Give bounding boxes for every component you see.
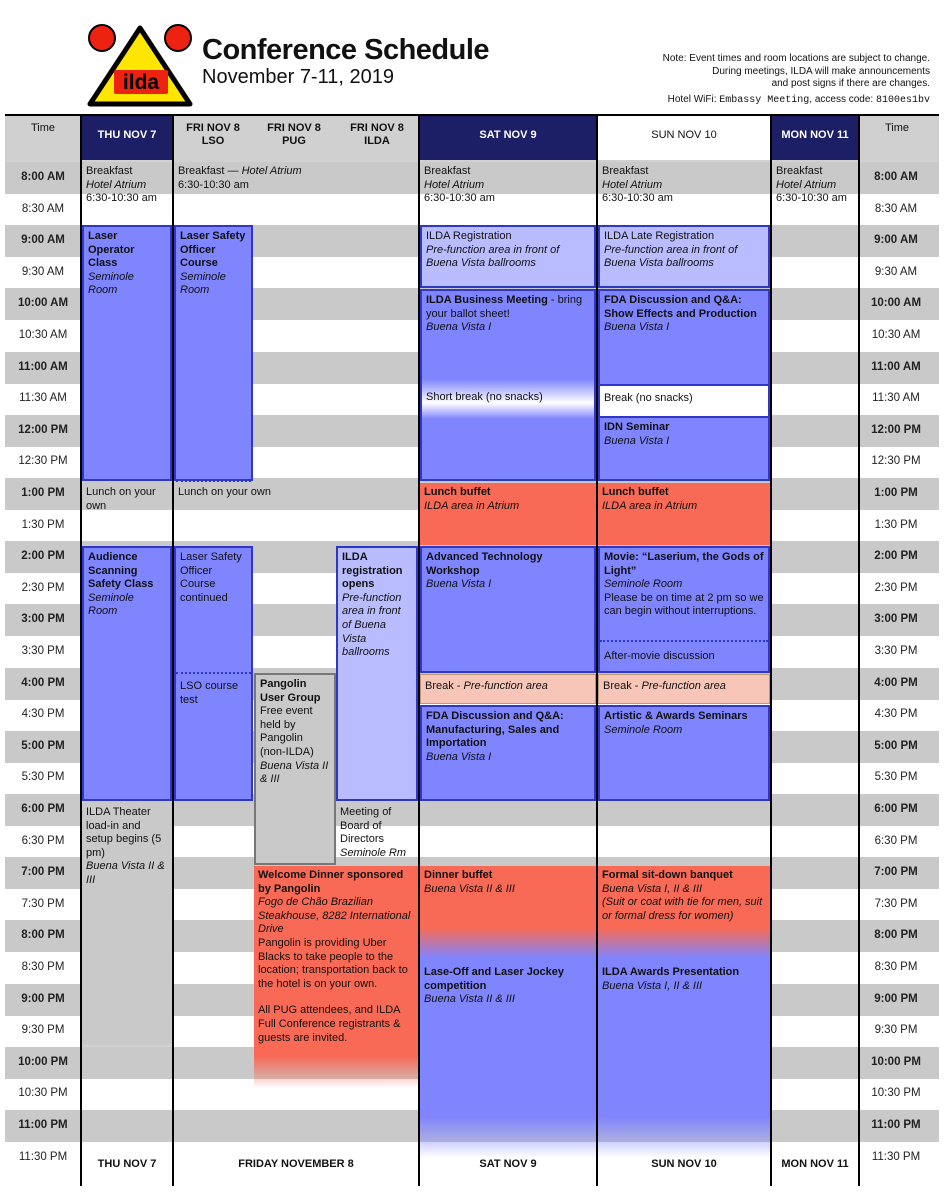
sat-lunch-buffet: Lunch buffet ILDA area in Atrium: [420, 483, 596, 545]
fri-ilda-registration: ILDA registration opens Pre-function area in front of Buena Vista ballrooms: [336, 546, 418, 801]
time-label-right: 3:00 PM: [874, 613, 918, 626]
time-label-right: 4:30 PM: [874, 708, 918, 721]
sun-movie: Movie: “Laserium, the Gods of Light” Seminole Room Please be on time at 2 pm so we can begin without interruptions. After-movie discussion: [598, 546, 770, 673]
sat-header: SAT NOV 9: [479, 129, 537, 141]
time-label-right: 11:00 AM: [871, 360, 921, 373]
sat-breakfast: Breakfast Hotel Atrium 6:30-10:30 am: [424, 165, 495, 205]
time-label-right: 3:30 PM: [874, 645, 918, 657]
time-label-right: 7:00 PM: [874, 866, 918, 879]
time-label-left: 1:00 PM: [21, 487, 65, 499]
fri-lso-continued: Laser Safety Officer Course continued LSO course test: [174, 546, 253, 801]
time-label-left: 4:00 PM: [21, 676, 65, 689]
time-label-left: 5:30 PM: [21, 771, 65, 784]
time-label-left: 10:30 AM: [18, 329, 68, 341]
time-label-right: 10:30 PM: [871, 1087, 921, 1100]
time-header-left: Time: [30, 122, 56, 134]
time-label-right: 11:30 AM: [872, 392, 920, 405]
time-label-right: 9:00 AM: [874, 234, 918, 247]
time-label-right: 4:00 PM: [874, 676, 918, 689]
page-title: Conference Schedule: [202, 34, 490, 66]
time-label-left: 9:00 AM: [21, 234, 65, 247]
fri-lunch: Lunch on your own: [178, 486, 271, 498]
time-label-right: 6:30 PM: [874, 834, 918, 847]
fri-pangolin-user-group: Pangolin User Group Free event held by Pangolin (non-ILDA) Buena Vista II & III: [254, 673, 336, 865]
sun-breakfast: Breakfast Hotel Atrium 6:30-10:30 am: [602, 165, 673, 205]
time-label-right: 11:30 PM: [871, 1150, 921, 1163]
col-line: [770, 114, 772, 1186]
time-label-left: 8:30 AM: [21, 202, 65, 215]
sat-ilda-registration: ILDA Registration Pre-function area in front of Buena Vista ballrooms: [420, 225, 596, 288]
time-label-right: 9:30 AM: [874, 265, 918, 278]
time-label-right: 8:30 AM: [874, 202, 918, 215]
logo-text: ilda: [122, 71, 160, 94]
note-line: and post signs if there are changes.: [771, 78, 930, 89]
footer-mon: MON NOV 11: [781, 1158, 849, 1170]
sun-idn-seminar: IDN Seminar Buena Vista I: [598, 416, 770, 481]
sun-break: Break (no snacks): [598, 386, 770, 416]
time-label-right: 1:00 PM: [874, 487, 918, 499]
fri-welcome-dinner: Welcome Dinner sponsored by Pangolin Fogo de Chão Brazilian Steakhouse, 8282 International Drive Pangolin is providing Uber Blacks to take people to the location; transportation back to the hotel is on your own. All PUG attendees, and ILDA Full Conference registrants & guests are invited.: [254, 866, 418, 1088]
time-label-right: 10:30 AM: [871, 329, 921, 341]
wifi-line: Hotel WiFi: Embassy Meeting, access code: 8100es1bv: [667, 93, 930, 106]
mon-header: MON NOV 11: [781, 129, 849, 141]
time-label-right: 1:30 PM: [874, 518, 918, 531]
time-label-right: 2:00 PM: [874, 550, 918, 563]
time-label-left: 2:00 PM: [21, 550, 65, 563]
footer-sun: SUN NOV 10: [651, 1158, 717, 1170]
col-line: [418, 114, 420, 1186]
divider-dotted: [176, 672, 251, 674]
time-label-left: 8:30 PM: [21, 961, 65, 973]
time-label-right: 8:00 PM: [874, 929, 918, 942]
time-label-left: 6:30 PM: [21, 834, 65, 847]
time-label-left: 11:00 AM: [18, 360, 68, 373]
time-label-right: 2:30 PM: [874, 581, 918, 594]
fri-pug-header: FRI NOV 8 PUG: [267, 122, 321, 147]
thu-audience-scanning: Audience Scanning Safety Class Seminole Room: [82, 546, 172, 801]
time-label-right: 12:00 PM: [871, 423, 921, 436]
time-label-left: 3:00 PM: [21, 613, 65, 626]
sun-lunch-buffet: Lunch buffet ILDA area in Atrium: [598, 483, 770, 545]
time-label-left: 7:00 PM: [21, 866, 65, 879]
fri-ilda-header: FRI NOV 8 ILDA: [350, 122, 404, 147]
ilda-logo: [86, 20, 194, 108]
time-label-left: 8:00 AM: [21, 171, 65, 183]
page-subtitle: November 7-11, 2019: [202, 66, 394, 88]
mon-breakfast: Breakfast Hotel Atrium 6:30-10:30 am: [776, 165, 847, 205]
time-label-left: 2:30 PM: [21, 581, 65, 594]
sun-fda-discussion: FDA Discussion and Q&A: Show Effects and Production Buena Vista I: [598, 289, 770, 386]
sun-formal-banquet: Formal sit-down banquet Buena Vista I, II & III (Suit or coat with tie for men, suit or formal dress for women) ILDA Awards Presentation Buena Vista I, II & III: [598, 866, 770, 1158]
fri-lso-course: Laser Safety Officer Course Seminole Room: [174, 225, 253, 481]
time-label-left: 11:00 PM: [18, 1119, 68, 1131]
time-label-right: 5:00 PM: [874, 739, 918, 752]
schedule-note: [590, 53, 930, 107]
time-label-left: 8:00 PM: [21, 929, 65, 942]
time-label-right: 8:30 PM: [874, 961, 918, 973]
time-label-left: 9:30 AM: [21, 265, 65, 278]
time-header-right: Time: [884, 122, 910, 134]
time-label-right: 5:30 PM: [874, 771, 918, 784]
sun-header: SUN NOV 10: [651, 129, 717, 141]
fri-breakfast: Breakfast — Hotel Atrium 6:30-10:30 am: [178, 165, 302, 191]
sat-business-meeting: ILDA Business Meeting - bring your ballot sheet! Buena Vista I Short break (no snacks): [420, 289, 596, 481]
sun-after-movie: After-movie discussion: [604, 650, 715, 662]
thu-lunch: Lunch on your own: [86, 486, 156, 512]
thu-theater-load-in: ILDA Theater load-in and setup begins (5 pm) Buena Vista II & III: [82, 803, 172, 1063]
sat-fda-manufacturing: FDA Discussion and Q&A: Manufacturing, Sales and Importation Buena Vista I: [420, 705, 596, 801]
time-label-right: 7:30 PM: [874, 897, 918, 910]
sun-artistic-awards: Artistic & Awards Seminars Seminole Room: [598, 705, 770, 801]
divider-dotted: [600, 640, 768, 642]
sun-awards-presentation: ILDA Awards Presentation Buena Vista I, II & III: [602, 966, 740, 992]
time-label-left: 12:00 PM: [18, 423, 68, 436]
sat-lase-off: Lase-Off and Laser Jockey competition Buena Vista II & III: [424, 966, 565, 1006]
time-label-left: 7:30 PM: [21, 897, 65, 910]
time-label-right: 6:00 PM: [874, 803, 918, 815]
sun-late-registration: ILDA Late Registration Pre-function area in front of Buena Vista ballrooms: [598, 225, 770, 288]
sat-dinner-buffet: Dinner buffet Buena Vista II & III Lase-Off and Laser Jockey competition Buena Vista II & III: [420, 866, 596, 1158]
time-label-right: 12:30 PM: [871, 455, 921, 468]
time-label-right: 11:00 PM: [871, 1119, 921, 1131]
time-label-left: 5:00 PM: [21, 739, 65, 752]
footer-fri: FRIDAY NOVEMBER 8: [238, 1158, 354, 1170]
fri-lso-header: FRI NOV 8 LSO: [186, 122, 240, 147]
sat-advanced-tech: Advanced Technology Workshop Buena Vista I: [420, 546, 596, 673]
thu-laser-operator-class: Laser Operator Class Seminole Room: [82, 225, 172, 481]
footer-sat: SAT NOV 9: [479, 1158, 537, 1170]
time-label-left: 11:30 AM: [19, 392, 67, 405]
time-label-left: 4:30 PM: [21, 708, 65, 721]
col-line: [596, 114, 598, 1186]
time-label-right: 10:00 PM: [871, 1055, 921, 1068]
divider-dotted: [176, 546, 251, 548]
time-label-left: 9:30 PM: [21, 1024, 65, 1037]
footer-thu: THU NOV 7: [97, 1158, 157, 1170]
time-label-left: 10:00 PM: [18, 1055, 68, 1068]
time-label-right: 10:00 AM: [870, 297, 922, 310]
col-line: [172, 114, 174, 1186]
divider-dotted: [176, 480, 251, 482]
time-label-left: 6:00 PM: [21, 803, 65, 815]
fri-lso-test: LSO course test: [180, 680, 239, 706]
sun-break-prefunction: Break - Pre-function area: [598, 674, 770, 704]
note-line: Note: Event times and room locations are subject to change.: [662, 53, 930, 64]
thu-breakfast: Breakfast Hotel Atrium 6:30-10:30 am: [86, 165, 157, 205]
time-label-right: 9:00 PM: [874, 992, 918, 1005]
sat-short-break: Short break (no snacks): [426, 391, 543, 403]
time-label-left: 12:30 PM: [18, 455, 68, 468]
thu-header: THU NOV 7: [97, 129, 157, 141]
time-label-left: 3:30 PM: [21, 645, 65, 657]
time-label-left: 10:30 PM: [18, 1087, 68, 1100]
sat-break-prefunction: Break - Pre-function area: [420, 674, 596, 704]
time-label-left: 10:00 AM: [17, 297, 69, 310]
fri-board-meeting: Meeting of Board of Directors Seminole Rm: [340, 806, 407, 859]
note-line: During meetings, ILDA will make announcements: [712, 65, 930, 77]
col-line: [80, 114, 82, 1186]
time-label-right: 8:00 AM: [874, 171, 918, 183]
time-label-left: 1:30 PM: [21, 518, 65, 531]
time-label-left: 11:30 PM: [18, 1150, 68, 1163]
time-label-left: 9:00 PM: [21, 992, 65, 1005]
time-label-right: 9:30 PM: [874, 1024, 918, 1037]
